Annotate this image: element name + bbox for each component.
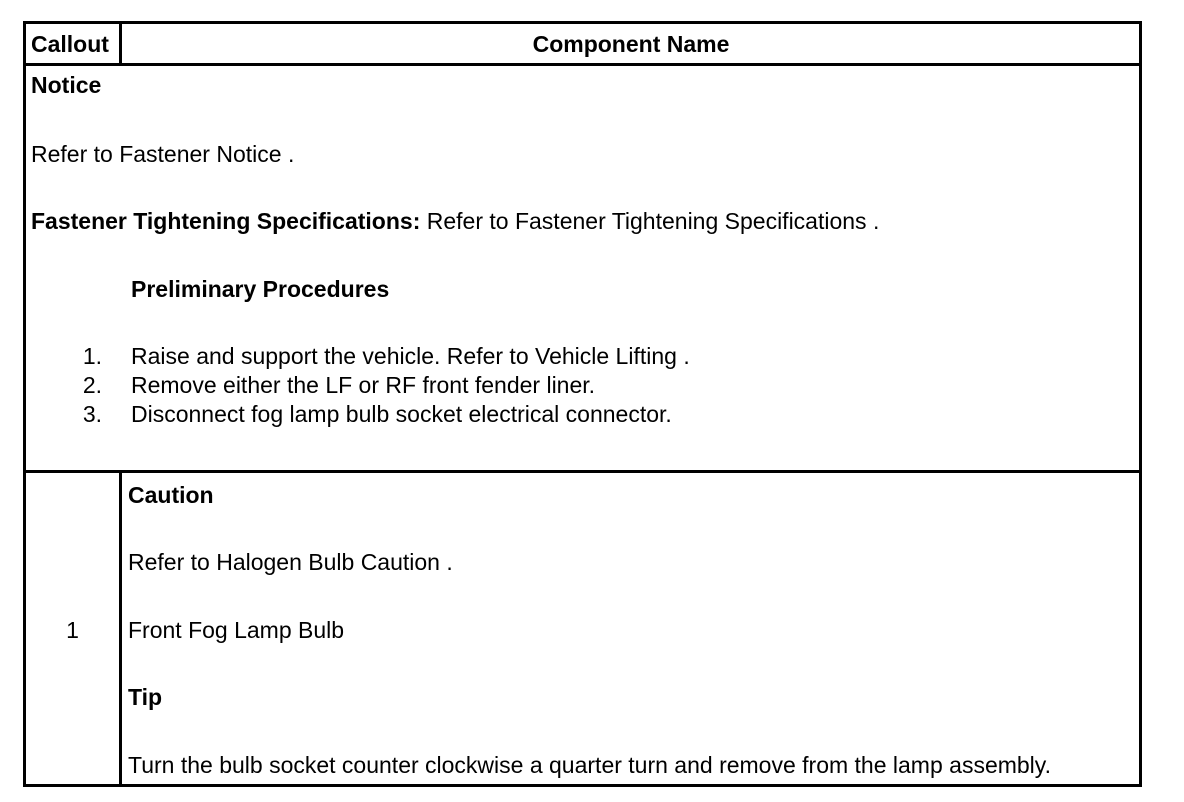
step-number: 2. xyxy=(82,372,102,398)
caution-title: Caution xyxy=(128,482,214,508)
caution-text: Refer to Halogen Bulb Caution . xyxy=(128,549,453,575)
header-row-divider xyxy=(23,63,1142,66)
fastener-spec-line xyxy=(31,207,879,235)
component-name: Front Fog Lamp Bulb xyxy=(128,617,345,643)
callout-column-header: Callout xyxy=(31,31,109,57)
notice-title: Notice xyxy=(31,72,102,98)
preliminary-procedures-title: Preliminary Procedures xyxy=(131,276,390,302)
step-text: Remove either the LF or RF front fender liner. xyxy=(131,372,596,398)
fastener-spec-label: Fastener Tightening Specifications: xyxy=(31,208,421,234)
step-number: 3. xyxy=(82,401,102,427)
fastener-spec-text: Refer to Fastener Tightening Specifications . xyxy=(420,208,880,234)
step-text: Raise and support the vehicle. Refer to Vehicle Lifting . xyxy=(131,343,690,369)
tip-text: Turn the bulb socket counter clockwise a quarter turn and remove from the lamp assembly. xyxy=(128,752,1051,778)
step-text: Disconnect fog lamp bulb socket electrical connector. xyxy=(131,401,672,427)
row-column-divider xyxy=(119,470,122,787)
notice-row-divider xyxy=(23,470,1142,473)
row-callout-number: 1 xyxy=(66,617,79,643)
step-number: 1. xyxy=(82,343,102,369)
notice-text: Refer to Fastener Notice . xyxy=(31,141,295,167)
tip-title: Tip xyxy=(128,684,163,710)
component-name-column-header: Component Name xyxy=(532,31,730,57)
